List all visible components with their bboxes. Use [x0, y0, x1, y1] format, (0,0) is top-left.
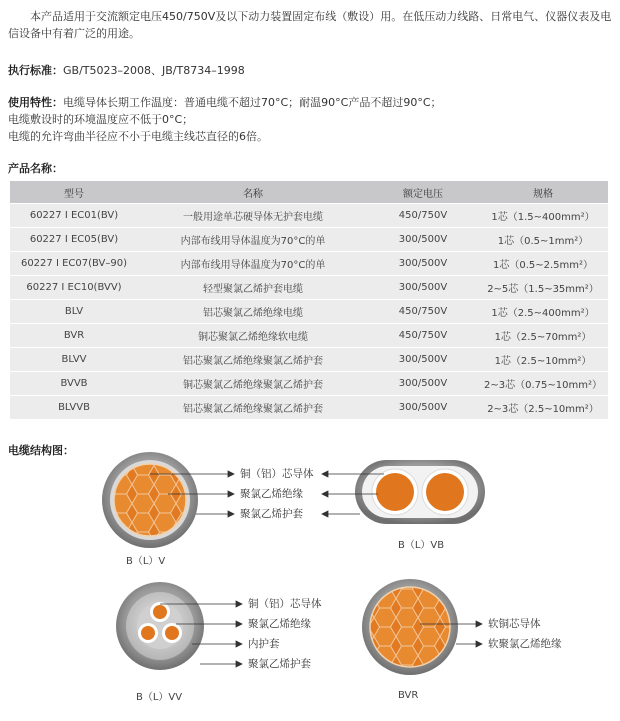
product-heading: 产品名称： [8, 162, 63, 175]
cell-model: 60227 I EC01(BV) [10, 204, 138, 227]
cable-bvv-diagram [116, 582, 242, 670]
cell-model: BVVB [10, 372, 138, 395]
cell-spec: 1芯（2.5~400mm²） [478, 300, 608, 323]
cell-spec: 2~3芯（2.5~10mm²） [478, 396, 608, 419]
bvv-label-conductor: 铜（铝）芯导体 [248, 598, 322, 610]
header-spec: 规格 [478, 181, 608, 203]
cell-model: BLVVB [10, 396, 138, 419]
cell-name: 铜芯聚氯乙烯绝缘软电缆 [138, 324, 368, 347]
cell-voltage: 300/500V [368, 252, 478, 275]
bvv-caption: B（L）VV [136, 692, 183, 703]
cell-name: 铝芯聚氯乙烯绝缘电缆 [138, 300, 368, 323]
usage-text-1: 电缆导体长期工作温度：普通电缆不超过70°C；耐温90°C产品不超过90°C； [63, 96, 442, 109]
cable-bv-diagram [102, 452, 234, 548]
cell-name: 铜芯聚氯乙烯绝缘聚氯乙烯护套 [138, 372, 368, 395]
bvv-core-2 [141, 626, 155, 640]
cell-spec: 2~5芯（1.5~35mm²） [478, 276, 608, 299]
cell-spec: 2~3芯（0.75~10mm²） [478, 372, 608, 395]
usage-line-3: 电缆的允许弯曲半径应不小于电缆主线芯直径的6倍。 [8, 130, 268, 143]
cell-voltage: 300/500V [368, 276, 478, 299]
cell-voltage: 300/500V [368, 372, 478, 395]
bvr-caption: BVR [398, 690, 419, 701]
bvvb-caption: B（L）VB [398, 540, 445, 551]
bvv-core-1 [153, 605, 167, 619]
cell-model: BLVV [10, 348, 138, 371]
usage-label: 使用特性： [8, 96, 63, 109]
standard-value: GB/T5023–2008、JB/T8734–1998 [63, 64, 245, 77]
bvvb-conductor-left [376, 473, 414, 511]
cell-voltage: 450/750V [368, 324, 478, 347]
cell-spec: 1芯（2.5~70mm²） [478, 324, 608, 347]
cell-voltage: 450/750V [368, 300, 478, 323]
cable-bvr-diagram [362, 579, 482, 675]
standard-label: 执行标准： [8, 64, 63, 77]
header-voltage: 额定电压 [368, 181, 478, 203]
cell-model: 60227 I EC07(BV–90) [10, 252, 138, 275]
cell-voltage: 300/500V [368, 348, 478, 371]
bv-label-conductor: 铜（铝）芯导体 [240, 468, 314, 480]
structure-heading: 电缆结构图： [8, 444, 74, 457]
bv-label-insulation: 聚氯乙烯绝缘 [240, 488, 303, 500]
cell-spec: 1芯（0.5~1mm²） [478, 228, 608, 251]
bvvb-conductor-right [426, 473, 464, 511]
cell-name: 一般用途单芯硬导体无护套电缆 [138, 204, 368, 227]
bvv-label-inner-sheath: 内护套 [248, 638, 280, 650]
intro-paragraph: 本产品适用于交流额定电压450/750V及以下动力装置固定布线（敷设）用。在低压动力线路、日常电气、仪器仪表及电信设备中有着广泛的用途。 [8, 10, 612, 40]
bvr-label-conductor: 软铜芯导体 [488, 618, 541, 630]
cell-voltage: 300/500V [368, 228, 478, 251]
cell-name: 内部布线用导体温度为70°C的单 [138, 228, 368, 251]
bv-label-sheath: 聚氯乙烯护套 [240, 508, 303, 520]
bvr-label-insulation: 软聚氯乙烯绝缘 [488, 638, 562, 650]
cell-model: 60227 I EC05(BV) [10, 228, 138, 251]
bvv-label-sheath: 聚氯乙烯护套 [248, 658, 311, 670]
cell-name: 铝芯聚氯乙烯绝缘聚氯乙烯护套 [138, 348, 368, 371]
header-model: 型号 [10, 181, 138, 203]
usage-line-2: 电缆敷设时的环境温度应不低于0°C； [8, 113, 194, 126]
cell-name: 铝芯聚氯乙烯绝缘聚氯乙烯护套 [138, 396, 368, 419]
cell-name: 轻型聚氯乙烯护套电缆 [138, 276, 368, 299]
cell-spec: 1芯（1.5~400mm²） [478, 204, 608, 227]
bvv-core-3 [165, 626, 179, 640]
cell-spec: 1芯（2.5~10mm²） [478, 348, 608, 371]
cell-voltage: 450/750V [368, 204, 478, 227]
bvr-conductor [370, 587, 450, 667]
cell-model: 60227 I EC10(BVV) [10, 276, 138, 299]
cell-spec: 1芯（0.5~2.5mm²） [478, 252, 608, 275]
cell-model: BLV [10, 300, 138, 323]
bv-conductor [114, 464, 186, 536]
cell-voltage: 300/500V [368, 396, 478, 419]
header-name: 名称 [138, 181, 368, 203]
cell-name: 内部布线用导体温度为70°C的单 [138, 252, 368, 275]
cable-bvvb-diagram [322, 460, 485, 524]
bv-caption: B（L）V [126, 556, 166, 567]
bvv-label-insulation: 聚氯乙烯绝缘 [248, 618, 311, 630]
cell-model: BVR [10, 324, 138, 347]
